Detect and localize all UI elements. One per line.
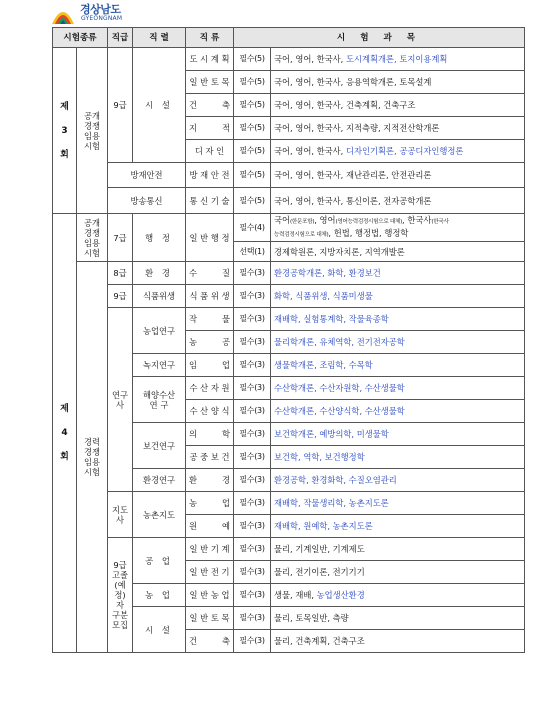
round-4-open-series: 행 정 [133,214,186,262]
field-cell: 농 업 [186,492,234,515]
series-cell: 녹지연구 [133,354,186,377]
subject-cell: 국어, 영어, 한국사, 재난관리론, 안전관리론 [271,163,525,188]
requirement-cell: 필수(3) [234,308,271,331]
field-cell: 수 산 양 식 [186,400,234,423]
requirement-cell: 필수(4) [234,214,271,242]
guide-grade-cell: 지도사 [108,492,133,538]
subject-cell: 생물, 재배, 농업생산환경 [271,584,525,607]
header-field: 직 류 [186,28,234,48]
header-exam-type: 시험종류 [53,28,108,48]
field-cell: 일 반 토 목 [186,71,234,94]
subject-cell: 물리학개론, 유체역학, 전기전자공학 [271,331,525,354]
requirement-cell: 필수(3) [234,492,271,515]
field-cell: 방 재 안 전 [186,163,234,188]
series-cell: 환경연구 [133,469,186,492]
field-cell: 일 반 전 기 [186,561,234,584]
series-cell: 해양수산 연 구 [133,377,186,423]
table-row [53,285,525,308]
subject-cell: 화학, 식품위생, 식품미생물 [271,285,525,308]
series-cell: 시 설 [133,607,186,653]
subject-cell: 재배학, 실험통계학, 작물육종학 [271,308,525,331]
round-3-label: 제 3 회 [53,48,77,214]
requirement-cell: 필수(3) [234,515,271,538]
subject-cell: 재배학, 원예학, 농촌지도론 [271,515,525,538]
requirement-cell: 필수(3) [234,423,271,446]
table-row [53,538,525,561]
logo-subtitle: GYEONGNAM [81,15,123,22]
series-cell: 농 업 [133,584,186,607]
subject-cell: 물리, 토목일반, 측량 [271,607,525,630]
requirement-cell: 필수(5) [234,163,271,188]
subject-cell: 국어, 영어, 한국사, 응용역학개론, 토목설계 [271,71,525,94]
subject-cell: 물리, 전기이론, 전기기기 [271,561,525,584]
header-subjects: 시 험 과 목 [234,28,525,48]
grade-cell: 8급 [108,262,133,285]
subject-cell: 환경공학, 환경화학, 수질오염관리 [271,469,525,492]
requirement-cell: 필수(5) [234,188,271,214]
field-cell: 일 반 토 목 [186,607,234,630]
requirement-cell: 필수(3) [234,262,271,285]
round-3-grade: 9급 [108,48,133,163]
subject-cell: 환경공학개론, 화학, 환경보건 [271,262,525,285]
series-cell: 환 경 [133,262,186,285]
round-3-series-facility: 시 설 [133,48,186,163]
subject-cell: 보건학, 역학, 보건행정학 [271,446,525,469]
requirement-cell: 필수(3) [234,561,271,584]
field-cell: 농 공 [186,331,234,354]
requirement-cell: 필수(5) [234,140,271,163]
gyeongnam-emblem-icon [50,2,76,26]
requirement-cell: 필수(3) [234,285,271,308]
table-row [53,214,525,242]
field-cell: 수 산 자 원 [186,377,234,400]
table-row [53,163,525,188]
field-cell: 원 예 [186,515,234,538]
field-cell: 임 업 [186,354,234,377]
subject-cell: 국어, 영어, 한국사, 도시계획개론, 토지이용계획 [271,48,525,71]
field-cell: 지 적 [186,117,234,140]
subject-cell: 보건학개론, 예방의학, 미생물학 [271,423,525,446]
field-cell: 일 반 농 업 [186,584,234,607]
requirement-cell: 필수(3) [234,354,271,377]
field-cell: 통 신 기 술 [186,188,234,214]
series-cell: 방송통신 [108,188,186,214]
field-cell: 작 물 [186,308,234,331]
subject-cell: 물리, 건축계획, 건축구조 [271,630,525,653]
series-cell: 공 업 [133,538,186,584]
grade-cell: 9급 [108,285,133,308]
subject-cell: 물리, 기계일반, 기계제도 [271,538,525,561]
requirement-cell: 필수(3) [234,446,271,469]
field-cell: 건 축 [186,630,234,653]
research-grade-cell: 연구사 [108,308,133,492]
subject-cell: 재배학, 작물생리학, 농촌지도론 [271,492,525,515]
series-cell: 방재안전 [108,163,186,188]
requirement-cell: 필수(3) [234,538,271,561]
field-cell: 식 품 위 생 [186,285,234,308]
high-school-grade-cell: 9급 고졸 (예정) 자 구분 모집 [108,538,133,653]
subject-cell: 수산학개론, 수산자원학, 수산생물학 [271,377,525,400]
logo-name: 경상남도 [80,3,121,16]
round-4-career-exam-type: 경력 경쟁 임용 시험 [77,262,108,653]
series-cell: 보건연구 [133,423,186,469]
exam-subjects-table [52,27,525,653]
table-row [53,48,525,71]
round-4-open-grade: 7급 [108,214,133,262]
field-cell: 디 자 인 [186,140,234,163]
field-cell: 수 질 [186,262,234,285]
requirement-cell: 필수(5) [234,94,271,117]
series-cell: 식품위생 [133,285,186,308]
field-cell: 도 시 계 획 [186,48,234,71]
field-cell: 공 중 보 건 [186,446,234,469]
header-series: 직 렬 [133,28,186,48]
requirement-cell: 필수(5) [234,71,271,94]
table-row [53,188,525,214]
requirement-cell: 필수(3) [234,469,271,492]
subject-cell: 수산학개론, 수산양식학, 수산생물학 [271,400,525,423]
requirement-cell: 필수(3) [234,584,271,607]
field-cell: 건 축 [186,94,234,117]
table-header-row [53,28,525,48]
round-3-exam-type: 공개 경쟁 임용 시험 [77,48,108,214]
requirement-cell: 필수(3) [234,331,271,354]
series-cell: 농업연구 [133,308,186,354]
subject-cell: 경제학원론, 지방자치론, 지역개발론 [271,242,525,262]
requirement-cell: 필수(5) [234,117,271,140]
table-row [53,262,525,285]
gyeongnam-logo [50,2,123,26]
series-cell: 농촌지도 [133,492,186,538]
table-row [53,308,525,331]
round-4-open-exam-type: 공개 경쟁 임용 시험 [77,214,108,262]
subject-cell: 국어, 영어, 한국사, 디자인기획론, 공공디자인행정론 [271,140,525,163]
subject-cell: 국어, 영어, 한국사, 지적측량, 지적전산학개론 [271,117,525,140]
subject-cell: 생물학개론, 조림학, 수목학 [271,354,525,377]
requirement-cell: 선택(1) [234,242,271,262]
round-4-open-field: 일 반 행 정 [186,214,234,262]
subject-cell: 국어(한문포함), 영어(영어능력검정시험으로 대체), 한국사(한국사 능력검정시험으로 대체), 헌법, 행정법, 행정학 [271,214,525,242]
header-grade: 직급 [108,28,133,48]
field-cell: 환 경 [186,469,234,492]
field-cell: 일 반 기 계 [186,538,234,561]
requirement-cell: 필수(3) [234,377,271,400]
requirement-cell: 필수(3) [234,400,271,423]
round-4-label: 제 4 회 [53,214,77,653]
field-cell: 의 학 [186,423,234,446]
requirement-cell: 필수(5) [234,48,271,71]
table-row [53,492,525,515]
subject-cell: 국어, 영어, 한국사, 통신이론, 전자공학개론 [271,188,525,214]
requirement-cell: 필수(3) [234,607,271,630]
subject-cell: 국어, 영어, 한국사, 건축계획, 건축구조 [271,94,525,117]
requirement-cell: 필수(3) [234,630,271,653]
